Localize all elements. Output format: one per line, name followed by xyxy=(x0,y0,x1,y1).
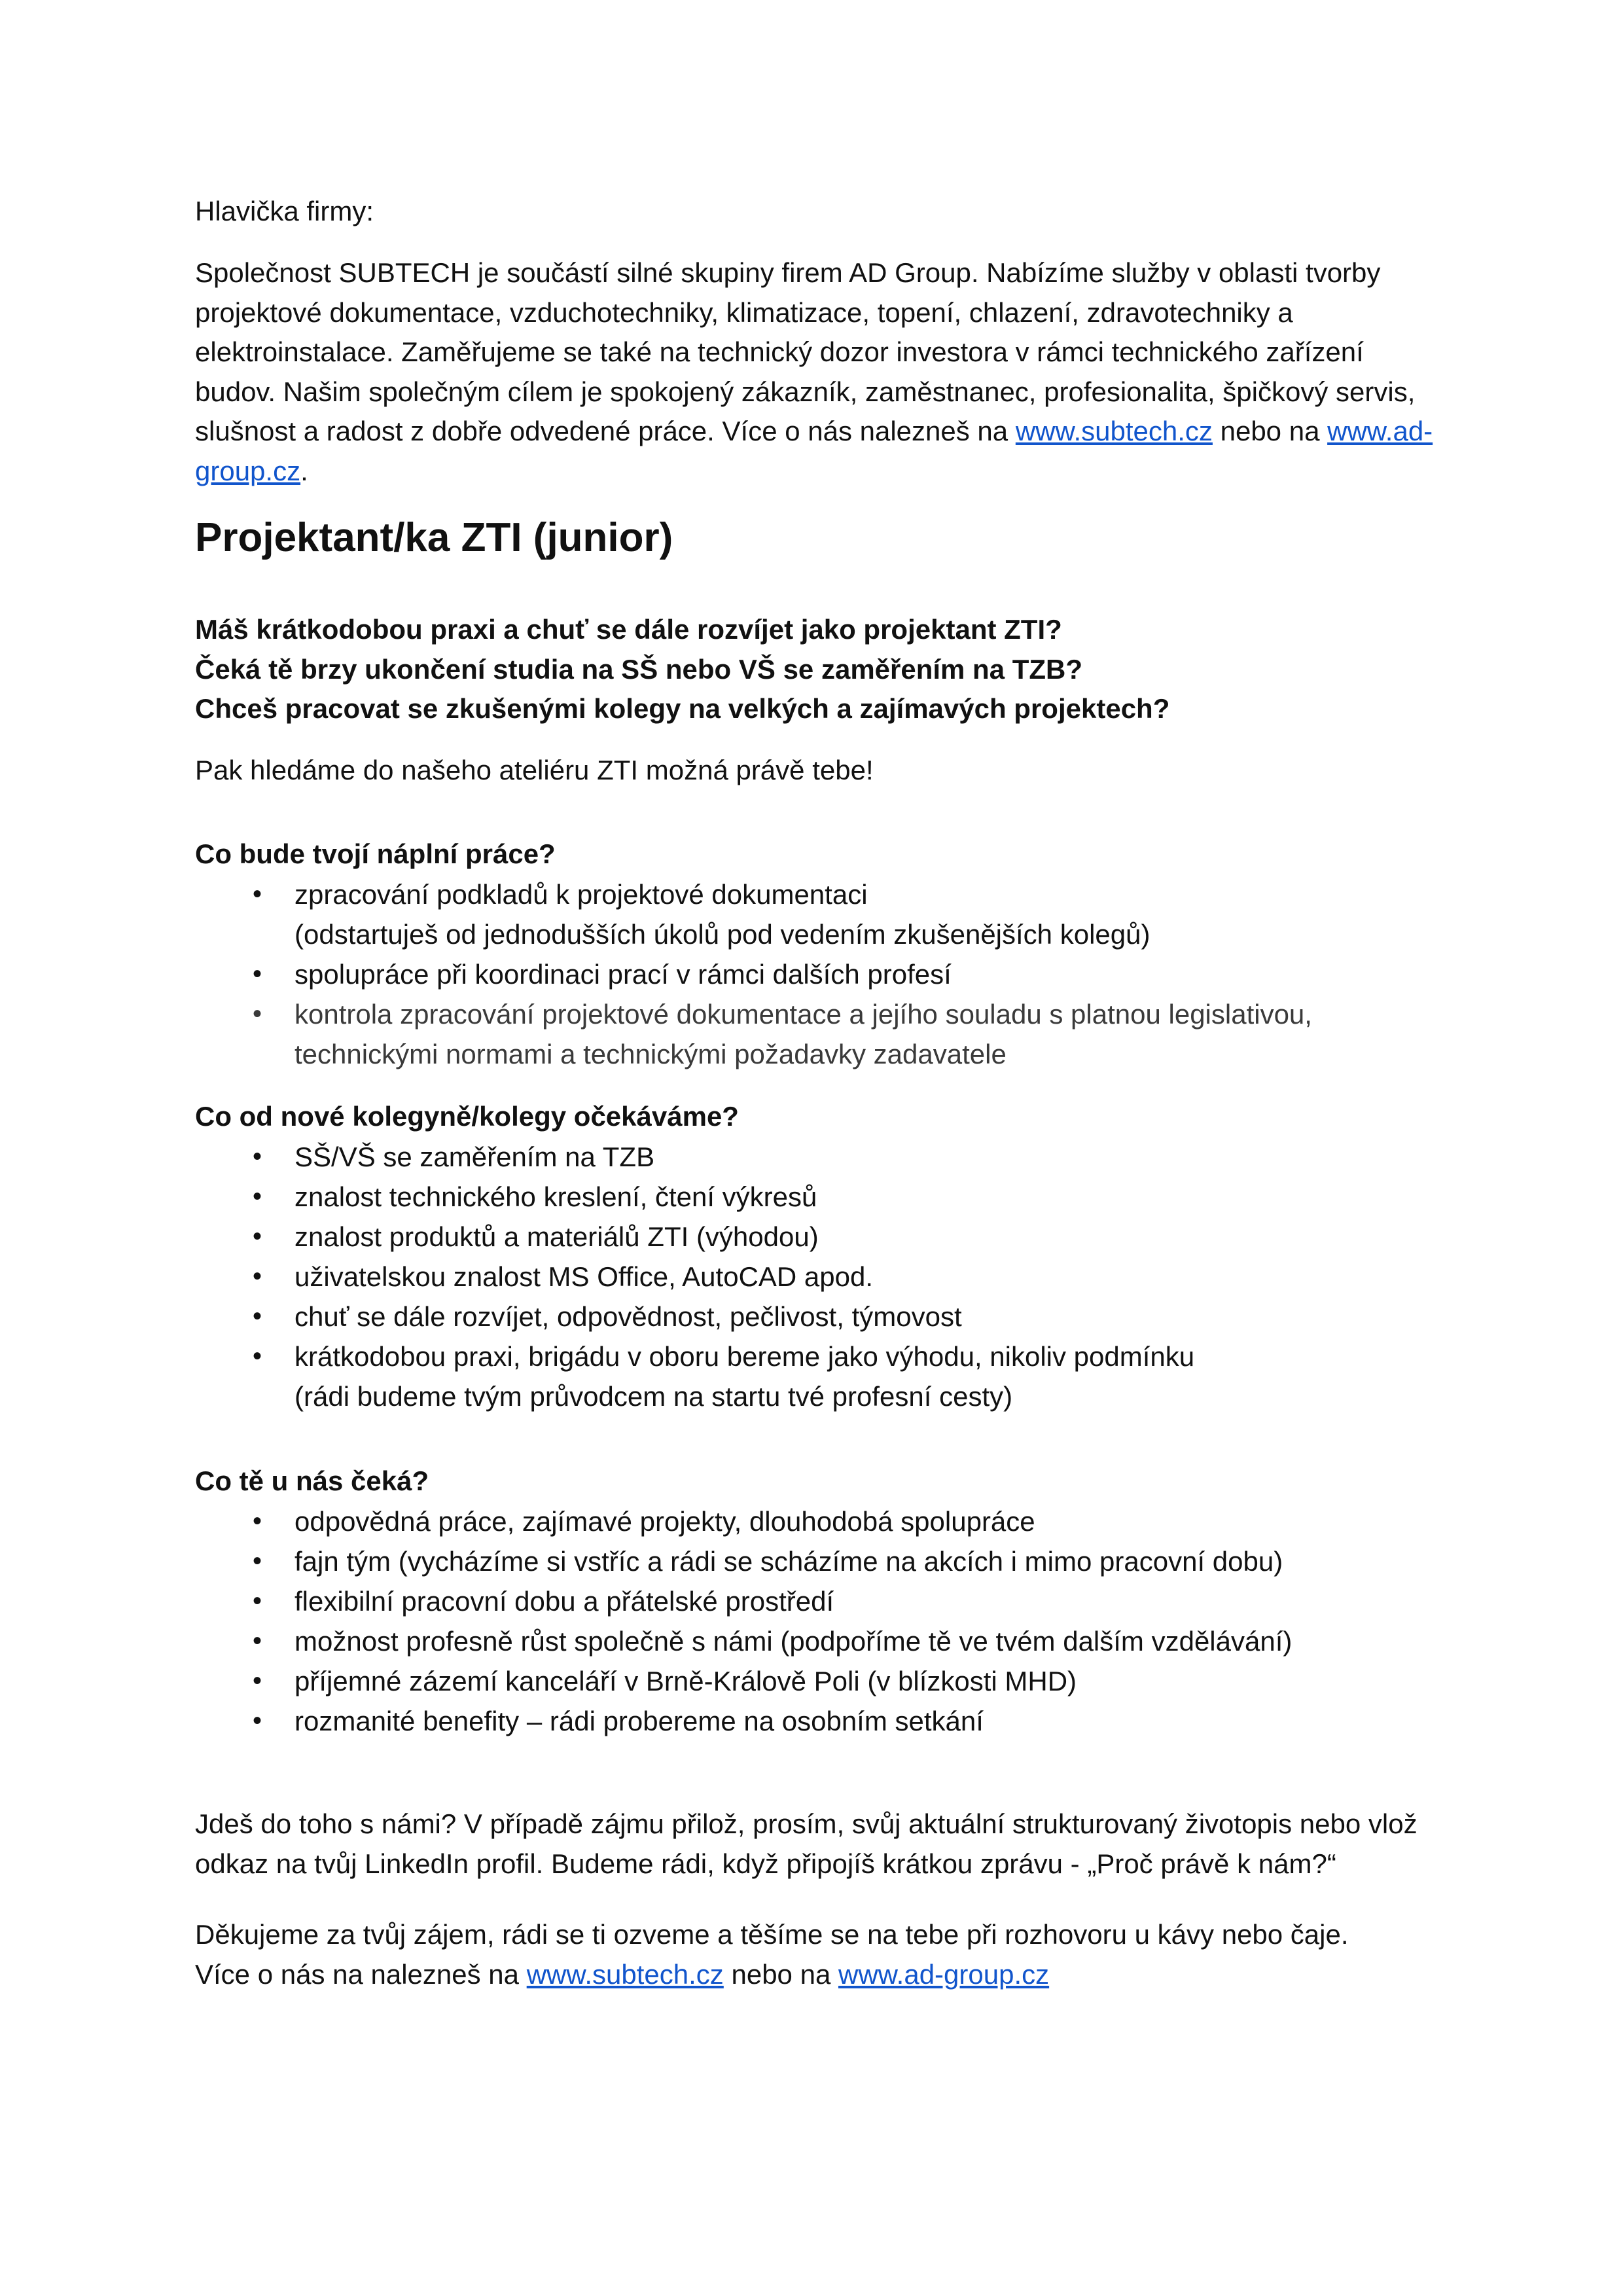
question-line: Čeká tě brzy ukončení studia na SŠ nebo VŠ se zaměřením na TZB? xyxy=(195,653,1083,685)
intro-line: Společnost SUBTECH je součástí silné skupiny firem AD Group. Nabízíme služby v oblasti tvorby xyxy=(195,257,1381,288)
subtech-link[interactable]: www.subtech.cz xyxy=(1015,416,1213,446)
bullet-icon: • xyxy=(253,1507,262,1535)
list-item: • flexibilní pracovní dobu a přátelské prostředí xyxy=(195,1581,1438,1621)
bullet-icon: • xyxy=(253,1302,262,1331)
header-label: Hlavička firmy: xyxy=(195,196,374,226)
offer-list xyxy=(195,1501,1438,1741)
question-line: Chceš pracovat se zkušenými kolegy na velkých a zajímavých projektech? xyxy=(195,693,1170,724)
page-title: Projektant/ka ZTI (junior) xyxy=(195,515,673,560)
list-item: • znalost produktů a materiálů ZTI (výhodou) xyxy=(195,1217,1438,1257)
list-item: • chuť se dále rozvíjet, odpovědnost, pečlivost, týmovost xyxy=(195,1297,1438,1336)
intro-line-last: slušnost a radost z dobře odvedené práce. Více o nás nalezneš na www.subtech.cz nebo na www.ad- xyxy=(195,416,1433,446)
bullet-icon: • xyxy=(253,1342,262,1371)
list-item: • uživatelskou znalost MS Office, AutoCAD apod. xyxy=(195,1257,1438,1297)
list-item: • SŠ/VŠ se zaměřením na TZB xyxy=(195,1137,1438,1177)
intro-line-wrap: group.cz. xyxy=(195,455,308,486)
bullet-icon: • xyxy=(253,1222,262,1251)
section-heading-expectations: Co od nové kolegyně/kolegy očekáváme? xyxy=(195,1101,739,1132)
closing-line: Jdeš do toho s námi? V případě zájmu přilož, prosím, svůj aktuální strukturovaný životopis nebo vlož xyxy=(195,1808,1418,1839)
bullet-icon: • xyxy=(253,999,262,1028)
subtech-footer-link[interactable]: www.subtech.cz xyxy=(526,1958,724,1990)
list-item: • znalost technického kreslení, čtení výkresů xyxy=(195,1177,1438,1217)
bullet-icon: • xyxy=(253,1182,262,1211)
bullet-icon: • xyxy=(253,1547,262,1575)
question-line: Máš krátkodobou praxi a chuť se dále rozvíjet jako projektant ZTI? xyxy=(195,614,1062,645)
bullet-icon: • xyxy=(253,1587,262,1615)
intro-line: budov. Našim společným cílem je spokojený zákazník, zaměstnanec, profesionalita, špičkový servis, xyxy=(195,376,1416,407)
thanks-line: Děkujeme za tvůj zájem, rádi se ti ozveme a těšíme se na tebe při rozhovoru u kávy nebo čaje. xyxy=(195,1919,1349,1950)
bullet-icon: • xyxy=(253,1666,262,1695)
bullet-icon: • xyxy=(253,1142,262,1171)
bullet-icon: • xyxy=(253,1262,262,1291)
list-item: • odpovědná práce, zajímavé projekty, dlouhodobá spolupráce xyxy=(195,1501,1438,1541)
intro-line: elektroinstalace. Zaměřujeme se také na technický dozor investora v rámci technického zařízení xyxy=(195,336,1364,367)
closing-paragraph xyxy=(195,1804,1438,1884)
bullet-icon: • xyxy=(253,960,262,988)
section-heading-duties: Co bude tvojí náplní práce? xyxy=(195,838,556,869)
intro-line: projektové dokumentace, vzduchotechniky, klimatizace, topení, chlazení, zdravotechniky a xyxy=(195,296,1293,328)
bullet-icon: • xyxy=(253,880,262,908)
duties-list xyxy=(195,874,1438,1074)
lead-sentence: Pak hledáme do našeho ateliéru ZTI možná právě tebe! xyxy=(195,755,874,785)
ad-group-footer-link[interactable]: www.ad-group.cz xyxy=(838,1958,1050,1990)
list-item: • spolupráce při koordinaci prací v rámci dalších profesí xyxy=(195,954,1438,994)
intro-paragraph xyxy=(195,253,1438,491)
expectations-list xyxy=(195,1137,1438,1416)
list-item: • možnost profesně růst společně s námi (podpoříme tě ve tvém dalším vzdělávání) xyxy=(195,1621,1438,1661)
bullet-icon: • xyxy=(253,1626,262,1655)
more-info-line: Více o nás na nalezneš na www.subtech.cz nebo na www.ad-group.cz xyxy=(195,1958,1050,1990)
ad-group-link[interactable]: www.ad- xyxy=(1327,416,1433,446)
ad-group-link-continued[interactable]: group.cz xyxy=(195,455,301,486)
closing-line: odkaz na tvůj LinkedIn profil. Budeme rádi, když připojíš krátkou zprávu - „Proč právě k nám?“ xyxy=(195,1848,1336,1879)
questions-block xyxy=(195,610,1438,729)
list-item: • zpracování podkladů k projektové dokumentaci (odstartuješ od jednodušších úkolů pod vedením zkušenějších kolegů) xyxy=(195,874,1438,954)
list-item: • rozmanité benefity – rádi probereme na osobním setkání xyxy=(195,1701,1438,1741)
list-item: • krátkodobou praxi, brigádu v oboru bereme jako výhodu, nikoliv podmínku (rádi budeme tvým průvodcem na startu tvé profesní cesty) xyxy=(195,1336,1438,1416)
list-item: • příjemné zázemí kanceláří v Brně-Králově Poli (v blízkosti MHD) xyxy=(195,1661,1438,1701)
thanks-paragraph xyxy=(195,1915,1438,1994)
bullet-icon: • xyxy=(253,1706,262,1735)
section-heading-offer: Co tě u nás čeká? xyxy=(195,1465,429,1496)
list-item: • kontrola zpracování projektové dokumentace a jejího souladu s platnou legislativou, technickými normami a technickými požadavky zadavatele xyxy=(195,994,1438,1074)
list-item: • fajn tým (vycházíme si vstříc a rádi se scházíme na akcích i mimo pracovní dobu) xyxy=(195,1541,1438,1581)
